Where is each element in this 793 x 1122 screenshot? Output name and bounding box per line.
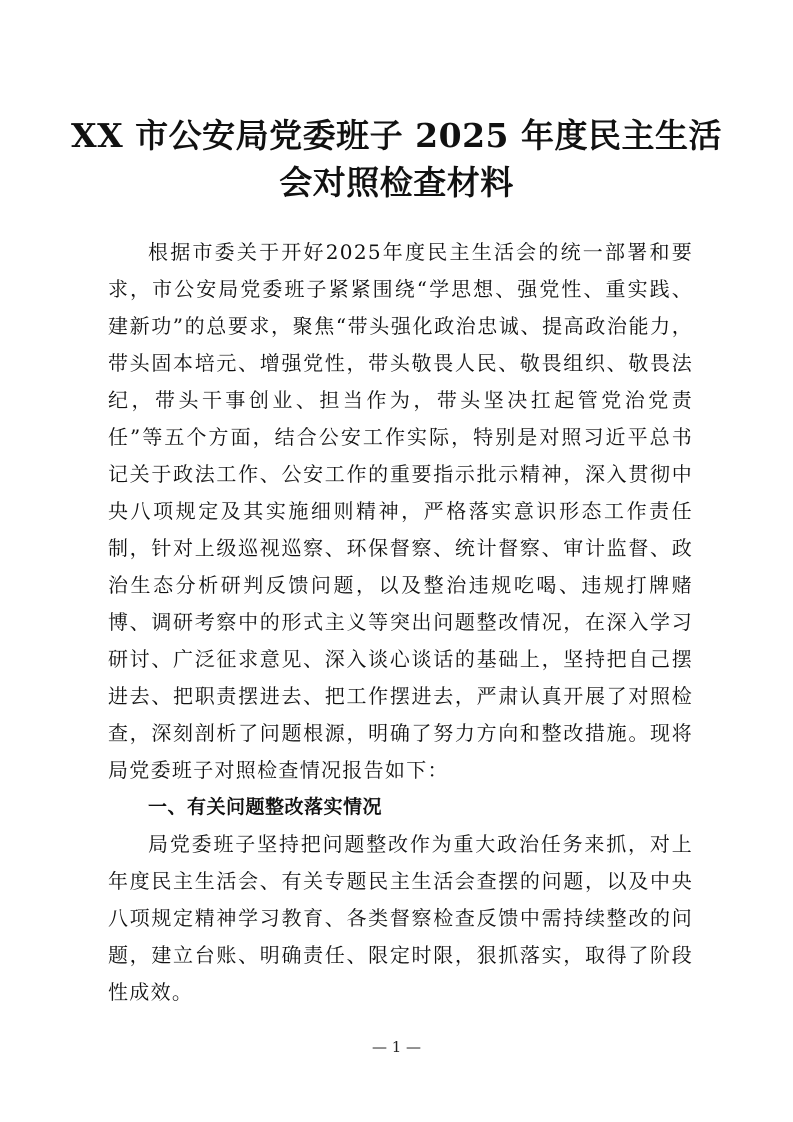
intro-paragraph: 根据市委关于开好2025年度民主生活会的统一部署和要求，市公安局党委班子紧紧围绕“学思想、强党性、重实践、建新功”的总要求，聚焦“带头强化政治忠诚、提高政治能力，带头固本培元、增强党性，带头敬畏人民、敬畏组织、敬畏法纪，带头干事创业、担当作为，带头坚决扛起管党治党责任”等五个方面，结合公安工作实际，特别是对照习近平总书记关于政法工作、公安工作的重要指示批示精神，深入贯彻中央八项规定及其实施细则精神，严格落实意识形态工作责任制，针对上级巡视巡察、环保督察、统计督察、审计监督、政治生态分析研判反馈问题，以及整治违规吃喝、违规打牌赌博、调研考察中的形式主义等突出问题整改情况，在深入学习研讨、广泛征求意见、深入谈心谈话的基础上，坚持把自己摆进去、把职责摆进去、把工作摆进去，严肃认真开展了对照检查，深刻剖析了问题根源，明确了努力方向和整改措施。现将局党委班子对照检查情况报告如下： (108, 240, 693, 782)
document-body (108, 234, 693, 1011)
document-title (60, 112, 733, 206)
section-heading-1: 一、有关问题整改落实情况 (148, 796, 383, 818)
section-1-paragraph: 局党委班子坚持把问题整改作为重大政治任务来抓，对上年度民主生活会、有关专题民主生活会查摆的问题，以及中央八项规定精神学习教育、各类督察检查反馈中需持续整改的问题，建立台账、明确责任、限定时限，狠抓落实，取得了阶段性成效。 (108, 832, 693, 1004)
title-line-1: XX 市公安局党委班子 2025 年度民主生活 (70, 116, 723, 155)
title-line-2: 会对照检查材料 (279, 163, 514, 202)
page-number: — 1 — (371, 1038, 422, 1056)
